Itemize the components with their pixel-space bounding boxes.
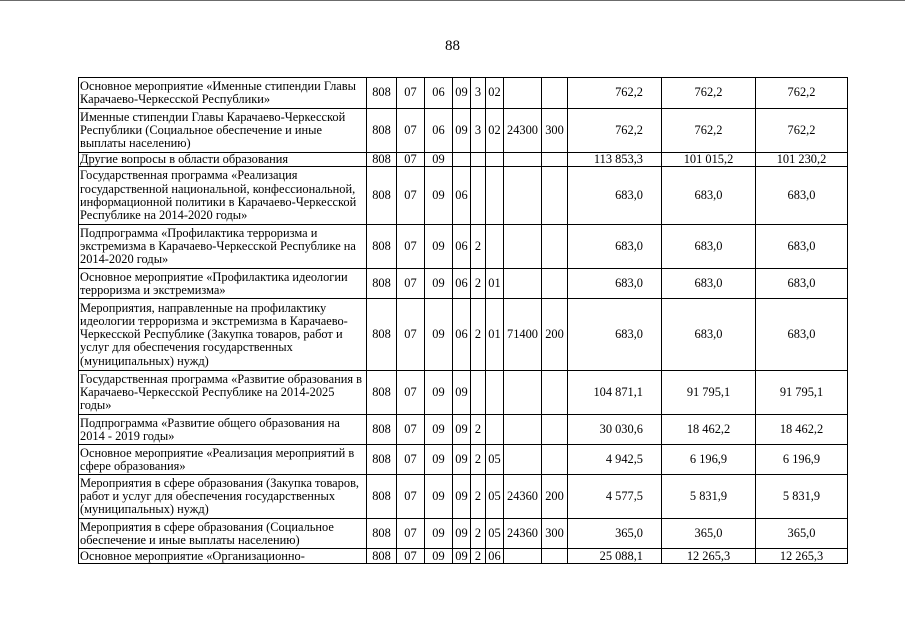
row-code: 808 bbox=[367, 269, 397, 299]
row-name: Основное мероприятие «Именные стипендии Главы Карачаево-Черкесской Республики» bbox=[79, 78, 367, 109]
row-subsection: 09 bbox=[425, 269, 453, 299]
row-amount-1: 4 942,5 bbox=[568, 445, 662, 475]
row-code: 808 bbox=[367, 299, 397, 371]
row-amount-3: 6 196,9 bbox=[756, 445, 848, 475]
row-code: 808 bbox=[367, 519, 397, 549]
row-amount-2: 18 462,2 bbox=[662, 415, 756, 445]
row-subprogram: 2 bbox=[471, 519, 486, 549]
row-subsection: 09 bbox=[425, 445, 453, 475]
row-amount-2: 5 831,9 bbox=[662, 475, 756, 519]
row-amount-3: 683,0 bbox=[756, 167, 848, 225]
row-name: Подпрограмма «Профилактика терроризма и экстремизма в Карачаево-Черкесской Республике на 2014-2020 годы» bbox=[79, 225, 367, 269]
row-program: 06 bbox=[453, 299, 471, 371]
row-amount-2: 762,2 bbox=[662, 109, 756, 153]
row-amount-1: 4 577,5 bbox=[568, 475, 662, 519]
row-amount-1: 762,2 bbox=[568, 109, 662, 153]
row-expense-type: 300 bbox=[542, 109, 568, 153]
row-section: 07 bbox=[397, 371, 425, 415]
row-direction bbox=[504, 371, 542, 415]
row-code: 808 bbox=[367, 167, 397, 225]
row-amount-2: 683,0 bbox=[662, 225, 756, 269]
row-expense-type bbox=[542, 78, 568, 109]
row-subprogram: 2 bbox=[471, 299, 486, 371]
row-amount-2: 101 015,2 bbox=[662, 153, 756, 167]
row-section: 07 bbox=[397, 78, 425, 109]
page-number: 88 bbox=[445, 38, 460, 54]
row-section: 07 bbox=[397, 475, 425, 519]
row-section: 07 bbox=[397, 519, 425, 549]
row-amount-2: 762,2 bbox=[662, 78, 756, 109]
table-row bbox=[79, 519, 848, 549]
row-subprogram: 2 bbox=[471, 415, 486, 445]
row-subprogram: 2 bbox=[471, 549, 486, 564]
row-amount-3: 683,0 bbox=[756, 299, 848, 371]
row-subprogram: 2 bbox=[471, 445, 486, 475]
row-direction bbox=[504, 415, 542, 445]
row-subprogram bbox=[471, 153, 486, 167]
row-program: 09 bbox=[453, 445, 471, 475]
budget-table-body bbox=[79, 78, 848, 564]
row-name: Другие вопросы в области образования bbox=[79, 153, 367, 167]
table-row bbox=[79, 549, 848, 564]
row-amount-2: 683,0 bbox=[662, 269, 756, 299]
row-section: 07 bbox=[397, 225, 425, 269]
row-amount-1: 683,0 bbox=[568, 269, 662, 299]
row-direction bbox=[504, 153, 542, 167]
row-direction bbox=[504, 225, 542, 269]
row-measure: 05 bbox=[486, 519, 504, 549]
row-subsection: 09 bbox=[425, 225, 453, 269]
table-row bbox=[79, 269, 848, 299]
row-code: 808 bbox=[367, 78, 397, 109]
row-name: Основное мероприятие «Профилактика идеологии терроризма и экстремизма» bbox=[79, 269, 367, 299]
table-row bbox=[79, 78, 848, 109]
row-expense-type bbox=[542, 269, 568, 299]
row-amount-3: 18 462,2 bbox=[756, 415, 848, 445]
table-row bbox=[79, 475, 848, 519]
row-name: Государственная программа «Реализация государственной национальной, конфессиональной, информационной политики в Карачаево-Черкесской Республике на 2014-2020 годы» bbox=[79, 167, 367, 225]
row-measure: 01 bbox=[486, 299, 504, 371]
row-direction: 71400 bbox=[504, 299, 542, 371]
row-subsection: 09 bbox=[425, 519, 453, 549]
row-program: 09 bbox=[453, 549, 471, 564]
row-amount-1: 683,0 bbox=[568, 299, 662, 371]
row-subprogram: 2 bbox=[471, 269, 486, 299]
row-amount-2: 12 265,3 bbox=[662, 549, 756, 564]
row-subsection: 09 bbox=[425, 415, 453, 445]
row-amount-3: 365,0 bbox=[756, 519, 848, 549]
row-program: 06 bbox=[453, 225, 471, 269]
budget-table bbox=[78, 77, 848, 564]
row-measure: 01 bbox=[486, 269, 504, 299]
row-section: 07 bbox=[397, 445, 425, 475]
row-amount-2: 6 196,9 bbox=[662, 445, 756, 475]
row-amount-3: 762,2 bbox=[756, 109, 848, 153]
row-measure bbox=[486, 225, 504, 269]
row-code: 808 bbox=[367, 445, 397, 475]
table-row bbox=[79, 153, 848, 167]
row-section: 07 bbox=[397, 549, 425, 564]
row-section: 07 bbox=[397, 167, 425, 225]
row-measure bbox=[486, 371, 504, 415]
row-expense-type bbox=[542, 167, 568, 225]
table-row bbox=[79, 371, 848, 415]
row-direction bbox=[504, 269, 542, 299]
row-subsection: 06 bbox=[425, 109, 453, 153]
row-name: Именные стипендии Главы Карачаево-Черкесской Республики (Социальное обеспечение и иные выплаты населению) bbox=[79, 109, 367, 153]
row-expense-type bbox=[542, 549, 568, 564]
row-amount-3: 91 795,1 bbox=[756, 371, 848, 415]
row-section: 07 bbox=[397, 415, 425, 445]
row-program: 06 bbox=[453, 269, 471, 299]
row-subsection: 09 bbox=[425, 371, 453, 415]
row-measure: 02 bbox=[486, 78, 504, 109]
row-expense-type bbox=[542, 225, 568, 269]
row-amount-3: 12 265,3 bbox=[756, 549, 848, 564]
row-program: 09 bbox=[453, 78, 471, 109]
row-amount-1: 104 871,1 bbox=[568, 371, 662, 415]
row-subsection: 06 bbox=[425, 78, 453, 109]
row-expense-type bbox=[542, 371, 568, 415]
row-expense-type bbox=[542, 153, 568, 167]
row-amount-1: 762,2 bbox=[568, 78, 662, 109]
row-expense-type: 200 bbox=[542, 299, 568, 371]
row-program: 09 bbox=[453, 371, 471, 415]
row-subsection: 09 bbox=[425, 299, 453, 371]
table-row bbox=[79, 167, 848, 225]
row-measure: 05 bbox=[486, 445, 504, 475]
row-measure: 02 bbox=[486, 109, 504, 153]
row-amount-2: 91 795,1 bbox=[662, 371, 756, 415]
row-subsection: 09 bbox=[425, 167, 453, 225]
table-row bbox=[79, 109, 848, 153]
row-subprogram bbox=[471, 371, 486, 415]
row-amount-1: 683,0 bbox=[568, 225, 662, 269]
row-subprogram: 3 bbox=[471, 109, 486, 153]
row-measure: 05 bbox=[486, 475, 504, 519]
row-name: Мероприятия в сфере образования (Социальное обеспечение и иные выплаты населению) bbox=[79, 519, 367, 549]
row-amount-1: 683,0 bbox=[568, 167, 662, 225]
row-name: Мероприятия в сфере образования (Закупка товаров, работ и услуг для обеспечения государственных (муниципальных) нужд) bbox=[79, 475, 367, 519]
row-amount-3: 683,0 bbox=[756, 225, 848, 269]
row-subsection: 09 bbox=[425, 549, 453, 564]
row-direction: 24360 bbox=[504, 475, 542, 519]
row-code: 808 bbox=[367, 109, 397, 153]
row-measure bbox=[486, 167, 504, 225]
row-code: 808 bbox=[367, 549, 397, 564]
row-section: 07 bbox=[397, 269, 425, 299]
row-amount-3: 101 230,2 bbox=[756, 153, 848, 167]
row-measure: 06 bbox=[486, 549, 504, 564]
row-program: 09 bbox=[453, 519, 471, 549]
table-row bbox=[79, 445, 848, 475]
table-row bbox=[79, 225, 848, 269]
row-direction bbox=[504, 445, 542, 475]
row-name: Подпрограмма «Развитие общего образования на 2014 - 2019 годы» bbox=[79, 415, 367, 445]
row-amount-1: 365,0 bbox=[568, 519, 662, 549]
row-section: 07 bbox=[397, 153, 425, 167]
row-code: 808 bbox=[367, 153, 397, 167]
row-direction bbox=[504, 167, 542, 225]
row-code: 808 bbox=[367, 415, 397, 445]
row-name: Основное мероприятие «Организационно- bbox=[79, 549, 367, 564]
row-section: 07 bbox=[397, 109, 425, 153]
row-name: Основное мероприятие «Реализация мероприятий в сфере образования» bbox=[79, 445, 367, 475]
row-expense-type bbox=[542, 415, 568, 445]
row-code: 808 bbox=[367, 475, 397, 519]
table-row bbox=[79, 415, 848, 445]
row-subprogram bbox=[471, 167, 486, 225]
row-direction: 24300 bbox=[504, 109, 542, 153]
row-amount-2: 683,0 bbox=[662, 167, 756, 225]
row-expense-type bbox=[542, 445, 568, 475]
row-measure bbox=[486, 153, 504, 167]
row-program: 06 bbox=[453, 167, 471, 225]
row-program: 09 bbox=[453, 109, 471, 153]
row-amount-1: 113 853,3 bbox=[568, 153, 662, 167]
row-subsection: 09 bbox=[425, 475, 453, 519]
row-direction bbox=[504, 549, 542, 564]
row-expense-type: 200 bbox=[542, 475, 568, 519]
row-amount-1: 30 030,6 bbox=[568, 415, 662, 445]
row-expense-type: 300 bbox=[542, 519, 568, 549]
row-amount-3: 5 831,9 bbox=[756, 475, 848, 519]
row-amount-3: 762,2 bbox=[756, 78, 848, 109]
page-top-border bbox=[0, 0, 905, 5]
row-subprogram: 3 bbox=[471, 78, 486, 109]
row-measure bbox=[486, 415, 504, 445]
row-code: 808 bbox=[367, 225, 397, 269]
row-amount-2: 365,0 bbox=[662, 519, 756, 549]
row-section: 07 bbox=[397, 299, 425, 371]
row-program: 09 bbox=[453, 415, 471, 445]
row-direction: 24360 bbox=[504, 519, 542, 549]
row-direction bbox=[504, 78, 542, 109]
row-subprogram: 2 bbox=[471, 225, 486, 269]
table-row bbox=[79, 299, 848, 371]
row-program bbox=[453, 153, 471, 167]
row-subsection: 09 bbox=[425, 153, 453, 167]
row-code: 808 bbox=[367, 371, 397, 415]
row-amount-3: 683,0 bbox=[756, 269, 848, 299]
row-amount-1: 25 088,1 bbox=[568, 549, 662, 564]
row-subprogram: 2 bbox=[471, 475, 486, 519]
row-program: 09 bbox=[453, 475, 471, 519]
row-name: Мероприятия, направленные на профилактику идеологии терроризма и экстремизма в Карачаево-Черкесской Республике (Закупка товаров, работ и услуг для обеспечения государственных (муниципальных) нужд) bbox=[79, 299, 367, 371]
row-name: Государственная программа «Развитие образования в Карачаево-Черкесской Республике на 2014-2025 годы» bbox=[79, 371, 367, 415]
row-amount-2: 683,0 bbox=[662, 299, 756, 371]
